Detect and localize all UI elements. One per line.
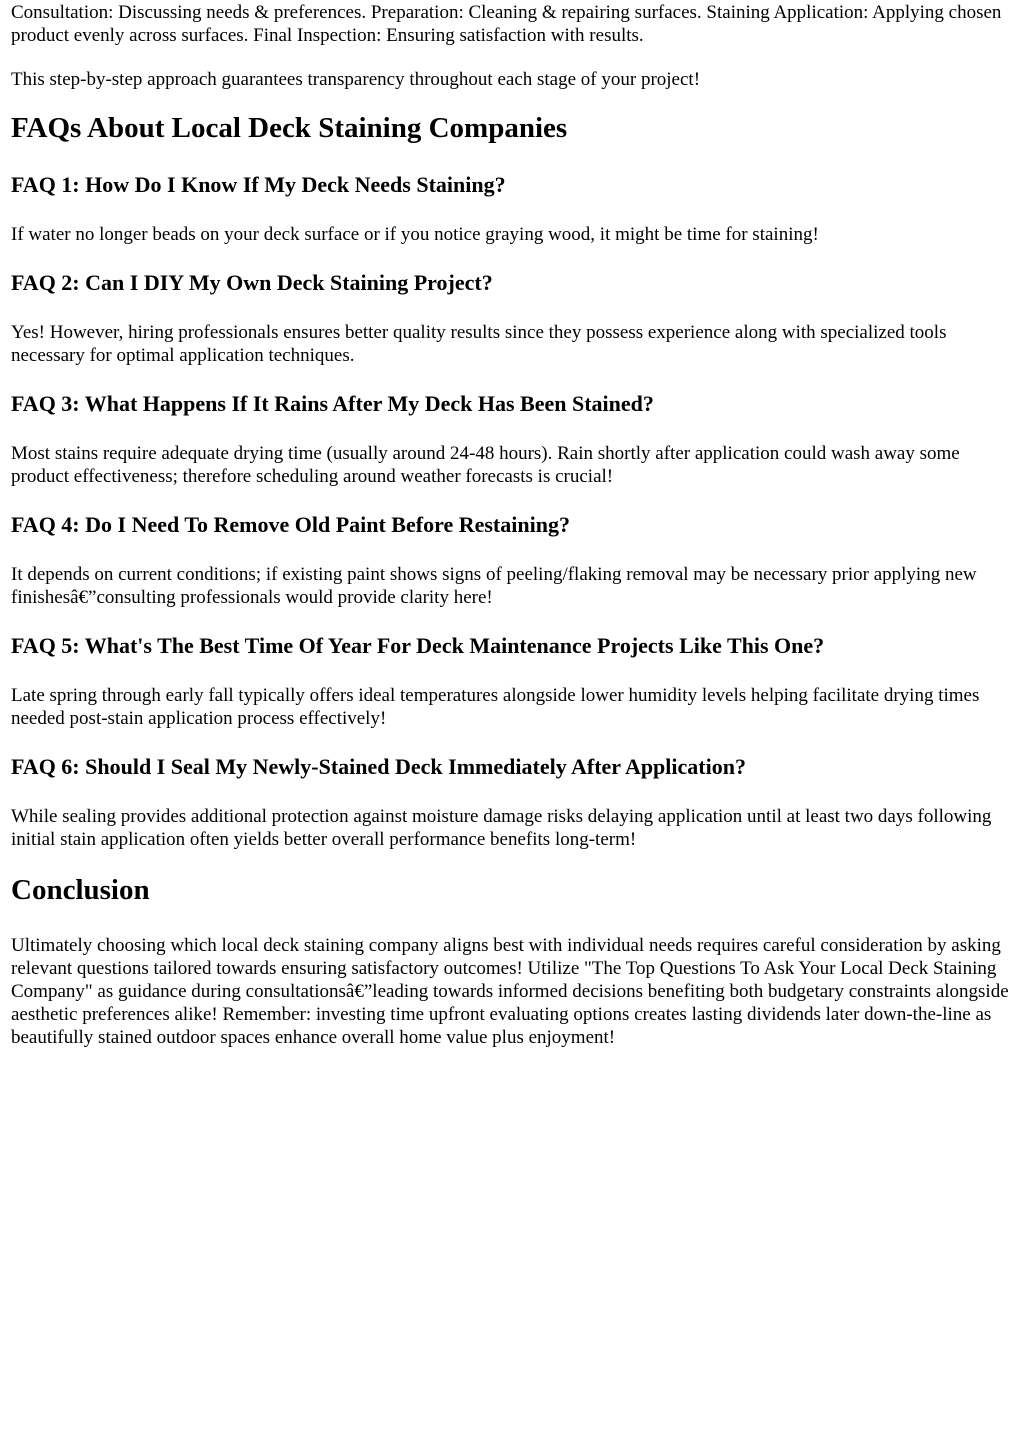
faq-3-question: FAQ 3: What Happens If It Rains After My Deck Has Been Stained? — [11, 391, 654, 416]
conclusion-paragraph: Ultimately choosing which local deck staining company aligns best with individual needs requires careful consideration by asking relevant questions tailored towards ensuring satisfactory outcomes! Utilize "The Top Questions To Ask Your Local Deck Staining Company" as guidance during consultationsâ€”leading towards informed decisions benefiting both budgetary constraints alongside aesthetic preferences alike! Remember: investing time upfront evaluating options creates lasting dividends later down-the-line as beautifully stained outdoor spaces enhance overall home value plus enjoyment! — [11, 935, 1009, 1048]
faq-2-question: FAQ 2: Can I DIY My Own Deck Staining Project? — [11, 270, 493, 295]
conclusion-heading: Conclusion — [11, 874, 150, 906]
faq-5-question: FAQ 5: What's The Best Time Of Year For Deck Maintenance Projects Like This One? — [11, 633, 825, 658]
faq-1-question: FAQ 1: How Do I Know If My Deck Needs Staining? — [11, 172, 506, 197]
intro-paragraph-process: Consultation: Discussing needs & preferences. Preparation: Cleaning & repairing surfaces. Staining Application: Applying chosen product evenly across surfaces. Final Inspection: Ensuring satisfaction with results. — [11, 2, 1002, 46]
faq-4-answer: It depends on current conditions; if existing paint shows signs of peeling/flaking removal may be necessary prior applying new finishesâ€”consulting professionals would provide clarity here! — [11, 564, 977, 608]
faq-6-answer: While sealing provides additional protection against moisture damage risks delaying application until at least two days following initial stain application often yields better overall performance benefits long-term! — [11, 806, 992, 850]
faq-section-heading: FAQs About Local Deck Staining Companies — [11, 112, 568, 144]
faq-5-answer: Late spring through early fall typically offers ideal temperatures alongside lower humidity levels helping facilitate drying times needed post-stain application process effectively! — [11, 685, 980, 729]
faq-3-answer: Most stains require adequate drying time (usually around 24-48 hours). Rain shortly after application could wash away some product effectiveness; therefore scheduling around weather forecasts is crucial! — [11, 443, 960, 487]
faq-2-answer: Yes! However, hiring professionals ensures better quality results since they possess experience along with specialized tools necessary for optimal application techniques. — [11, 322, 947, 366]
faq-6-question: FAQ 6: Should I Seal My Newly-Stained Deck Immediately After Application? — [11, 754, 746, 779]
intro-paragraph-transparency: This step-by-step approach guarantees transparency throughout each stage of your project! — [11, 69, 701, 90]
faq-4-question: FAQ 4: Do I Need To Remove Old Paint Before Restaining? — [11, 512, 570, 537]
faq-1-answer: If water no longer beads on your deck surface or if you notice graying wood, it might be time for staining! — [11, 224, 819, 245]
